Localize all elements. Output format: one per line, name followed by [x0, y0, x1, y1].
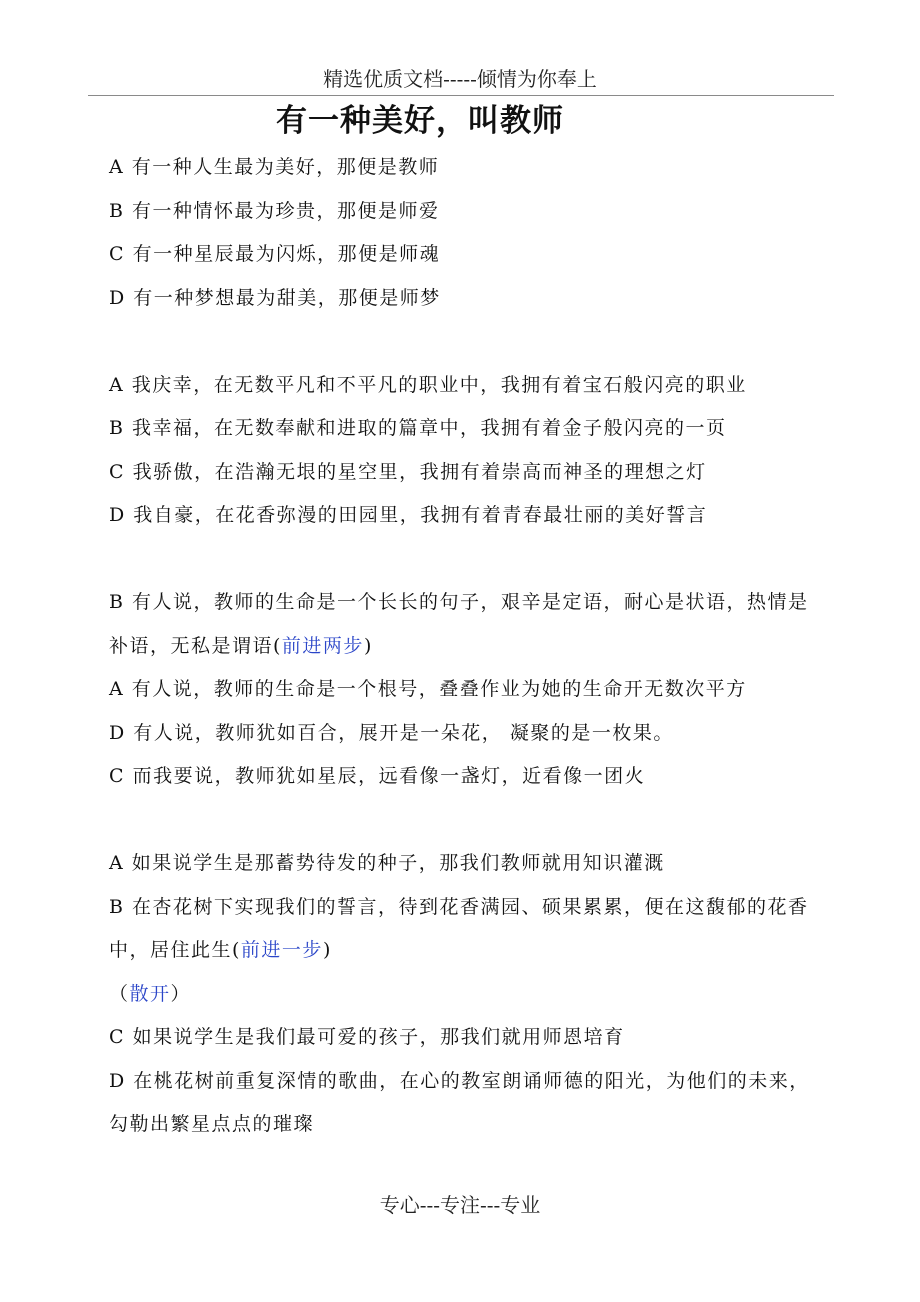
line-s3-a: A 有人说，教师的生命是一个根号，叠叠作业为她的生命开无数次平方	[109, 678, 747, 700]
line-s1-c: C 有一种星辰最为闪烁，那便是师魂	[109, 243, 441, 265]
document-body	[109, 146, 839, 1147]
line-s4-scatter	[109, 973, 839, 1017]
page-footer: 专心---专注---专业	[379, 1193, 541, 1217]
page-header: 精选优质文档-----倾情为你奉上	[323, 67, 597, 91]
line-s1-b: B 有一种情怀最为珍贵，那便是师爱	[109, 199, 440, 222]
line-s2-d: D 我自豪，在花香弥漫的田园里，我拥有着青春最壮丽的美好誓言	[109, 504, 708, 526]
line-s4-d-2: 勾勒出繁星点点的璀璨	[109, 1113, 315, 1135]
line-s3-b-2-text: 补语，无私是谓语(	[109, 634, 282, 657]
blank-line	[109, 320, 839, 364]
line-s2-a: A 我庆幸，在无数平凡和不平凡的职业中，我拥有着宝石般闪亮的职业	[109, 373, 747, 396]
line-s2-b: B 我幸福，在无数奉献和进取的篇章中，我拥有着金子般闪亮的一页	[109, 417, 727, 439]
line-s3-b-1: B 有人说，教师的生命是一个长长的句子，艰辛是定语，耐心是状语，热情是	[109, 591, 809, 613]
stage-note: 前进一步	[240, 939, 323, 961]
paren-close: )	[322, 939, 332, 961]
line-s4-a: A 如果说学生是那蓄势待发的种子，那我们教师就用知识灌溉	[109, 852, 665, 874]
line-s3-b-2	[109, 625, 839, 669]
line-s4-b-2	[109, 929, 839, 973]
line-s4-b-1: B 在杏花树下实现我们的誓言，待到花香满园、硕果累累，便在这馥郁的花香	[109, 895, 809, 918]
stage-note: 前进两步	[281, 634, 364, 657]
line-s2-c: C 我骄傲，在浩瀚无垠的星空里，我拥有着崇高而神圣的理想之灯	[109, 460, 707, 483]
stage-note: 散开	[129, 982, 171, 1005]
paren-open: （	[109, 982, 130, 1005]
line-s4-c: C 如果说学生是我们最可爱的孩子，那我们就用师恩培育	[109, 1026, 625, 1048]
page-title: 有一种美好，叫教师	[276, 103, 564, 139]
blank-line	[109, 799, 839, 843]
line-s4-d-1: D 在桃花树前重复深情的歌曲，在心的教室朗诵师德的阳光，为他们的未来，	[109, 1069, 810, 1092]
line-s4-b-2-text: 中，居住此生(	[109, 939, 241, 961]
blank-line	[109, 538, 839, 582]
paren-close: )	[363, 634, 373, 657]
line-s1-a: A 有一种人生最为美好，那便是教师	[109, 156, 440, 178]
line-s3-c: C 而我要说，教师犹如星辰，远看像一盏灯，近看像一团火	[109, 765, 646, 787]
paren-close: ）	[170, 982, 192, 1005]
header-divider	[88, 95, 834, 96]
line-s1-d: D 有一种梦想最为甜美，那便是师梦	[109, 286, 441, 309]
line-s3-d: D 有人说，教师犹如百合，展开是一朵花， 凝聚的是一枚果。	[109, 721, 674, 744]
